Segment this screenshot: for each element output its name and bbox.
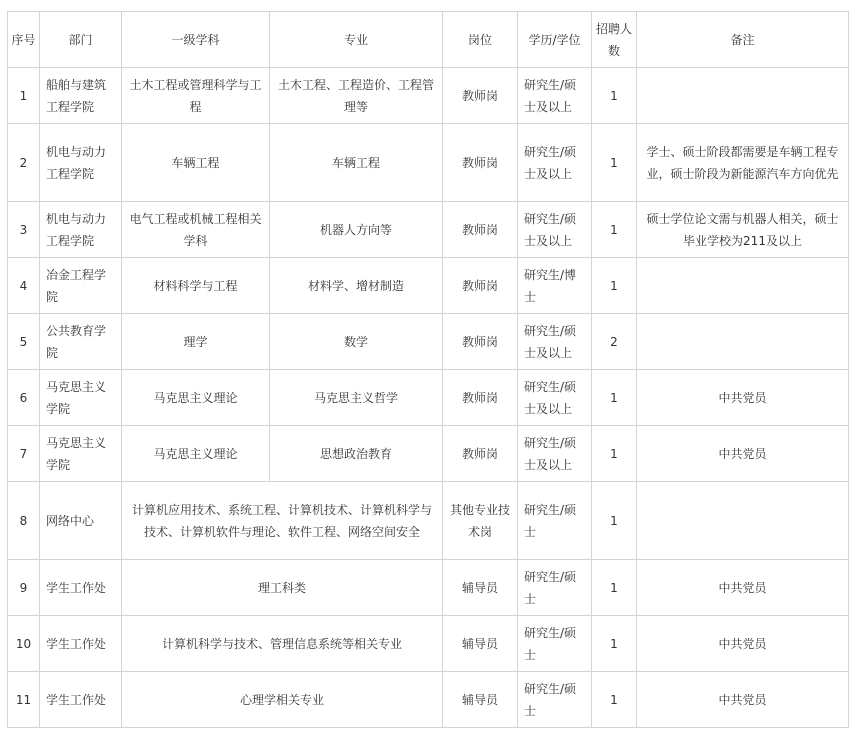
- cell-degree: 研究生/硕士及以上: [518, 314, 592, 370]
- cell-no: 4: [8, 258, 40, 314]
- cell-no: 2: [8, 124, 40, 202]
- cell-discipline: 车辆工程: [122, 124, 270, 202]
- cell-discipline: 土木工程或管理科学与工程: [122, 68, 270, 124]
- cell-degree: 研究生/硕士及以上: [518, 68, 592, 124]
- cell-discipline-major-merged: 理工科类: [122, 560, 443, 616]
- header-no: 序号: [8, 12, 40, 68]
- header-discipline: 一级学科: [122, 12, 270, 68]
- cell-dept: 马克思主义学院: [40, 370, 122, 426]
- cell-position: 教师岗: [443, 314, 518, 370]
- cell-discipline-major-merged: 计算机应用技术、系统工程、计算机技术、计算机科学与技术、计算机软件与理论、软件工程、网络空间安全: [122, 482, 443, 560]
- table-row: [8, 124, 849, 202]
- cell-no: 6: [8, 370, 40, 426]
- cell-dept: 冶金工程学院: [40, 258, 122, 314]
- cell-discipline: 理学: [122, 314, 270, 370]
- cell-major: 机器人方向等: [270, 202, 443, 258]
- cell-no: 11: [8, 672, 40, 728]
- cell-count: 1: [592, 370, 637, 426]
- cell-dept: 学生工作处: [40, 616, 122, 672]
- cell-position: 辅导员: [443, 560, 518, 616]
- table-row: [8, 426, 849, 482]
- cell-no: 9: [8, 560, 40, 616]
- cell-discipline: 材料科学与工程: [122, 258, 270, 314]
- cell-count: 1: [592, 124, 637, 202]
- table-row: [8, 560, 849, 616]
- cell-note: 学士、硕士阶段都需要是车辆工程专业，硕士阶段为新能源汽车方向优先: [637, 124, 849, 202]
- table-row: [8, 482, 849, 560]
- header-row: [8, 12, 849, 68]
- table-row: [8, 370, 849, 426]
- header-count: 招聘人数: [592, 12, 637, 68]
- cell-count: 1: [592, 616, 637, 672]
- cell-degree: 研究生/博士: [518, 258, 592, 314]
- cell-degree: 研究生/硕士及以上: [518, 124, 592, 202]
- cell-note: [637, 258, 849, 314]
- cell-position: 其他专业技术岗: [443, 482, 518, 560]
- cell-discipline: 马克思主义理论: [122, 426, 270, 482]
- table-row: [8, 616, 849, 672]
- cell-dept: 马克思主义学院: [40, 426, 122, 482]
- table-row: [8, 314, 849, 370]
- table-row: [8, 258, 849, 314]
- table-row: [8, 672, 849, 728]
- cell-position: 教师岗: [443, 370, 518, 426]
- cell-dept: 机电与动力工程学院: [40, 124, 122, 202]
- cell-no: 8: [8, 482, 40, 560]
- cell-position: 教师岗: [443, 202, 518, 258]
- cell-no: 10: [8, 616, 40, 672]
- table-row: [8, 68, 849, 124]
- cell-position: 教师岗: [443, 124, 518, 202]
- cell-count: 1: [592, 672, 637, 728]
- cell-position: 辅导员: [443, 616, 518, 672]
- cell-count: 1: [592, 258, 637, 314]
- cell-dept: 机电与动力工程学院: [40, 202, 122, 258]
- cell-major: 土木工程、工程造价、工程管理等: [270, 68, 443, 124]
- cell-discipline: 电气工程或机械工程相关学科: [122, 202, 270, 258]
- header-degree: 学历/学位: [518, 12, 592, 68]
- cell-count: 1: [592, 482, 637, 560]
- header-note: 备注: [637, 12, 849, 68]
- cell-discipline-major-merged: 心理学相关专业: [122, 672, 443, 728]
- cell-count: 2: [592, 314, 637, 370]
- cell-note: 中共党员: [637, 426, 849, 482]
- header-position: 岗位: [443, 12, 518, 68]
- cell-position: 教师岗: [443, 68, 518, 124]
- cell-discipline: 马克思主义理论: [122, 370, 270, 426]
- cell-note: 中共党员: [637, 370, 849, 426]
- cell-note: 硕士学位论文需与机器人相关，硕士毕业学校为211及以上: [637, 202, 849, 258]
- cell-major: 数学: [270, 314, 443, 370]
- cell-degree: 研究生/硕士: [518, 482, 592, 560]
- cell-degree: 研究生/硕士及以上: [518, 202, 592, 258]
- cell-no: 3: [8, 202, 40, 258]
- cell-note: 中共党员: [637, 672, 849, 728]
- cell-count: 1: [592, 560, 637, 616]
- cell-no: 5: [8, 314, 40, 370]
- cell-degree: 研究生/硕士: [518, 560, 592, 616]
- cell-position: 教师岗: [443, 258, 518, 314]
- cell-dept: 学生工作处: [40, 672, 122, 728]
- cell-dept: 学生工作处: [40, 560, 122, 616]
- cell-count: 1: [592, 68, 637, 124]
- recruitment-table-wrapper: [7, 11, 849, 728]
- cell-dept: 网络中心: [40, 482, 122, 560]
- cell-major: 马克思主义哲学: [270, 370, 443, 426]
- cell-note: 中共党员: [637, 560, 849, 616]
- cell-note: [637, 68, 849, 124]
- cell-position: 教师岗: [443, 426, 518, 482]
- cell-position: 辅导员: [443, 672, 518, 728]
- cell-degree: 研究生/硕士及以上: [518, 370, 592, 426]
- cell-degree: 研究生/硕士: [518, 616, 592, 672]
- cell-count: 1: [592, 202, 637, 258]
- cell-degree: 研究生/硕士及以上: [518, 426, 592, 482]
- cell-major: 车辆工程: [270, 124, 443, 202]
- cell-dept: 公共教育学院: [40, 314, 122, 370]
- cell-note: [637, 314, 849, 370]
- recruitment-table: [7, 11, 849, 728]
- cell-no: 7: [8, 426, 40, 482]
- table-row: [8, 202, 849, 258]
- cell-count: 1: [592, 426, 637, 482]
- cell-no: 1: [8, 68, 40, 124]
- cell-note: [637, 482, 849, 560]
- cell-discipline-major-merged: 计算机科学与技术、管理信息系统等相关专业: [122, 616, 443, 672]
- cell-degree: 研究生/硕士: [518, 672, 592, 728]
- header-major: 专业: [270, 12, 443, 68]
- cell-major: 材料学、增材制造: [270, 258, 443, 314]
- cell-note: 中共党员: [637, 616, 849, 672]
- cell-major: 思想政治教育: [270, 426, 443, 482]
- cell-dept: 船舶与建筑工程学院: [40, 68, 122, 124]
- header-dept: 部门: [40, 12, 122, 68]
